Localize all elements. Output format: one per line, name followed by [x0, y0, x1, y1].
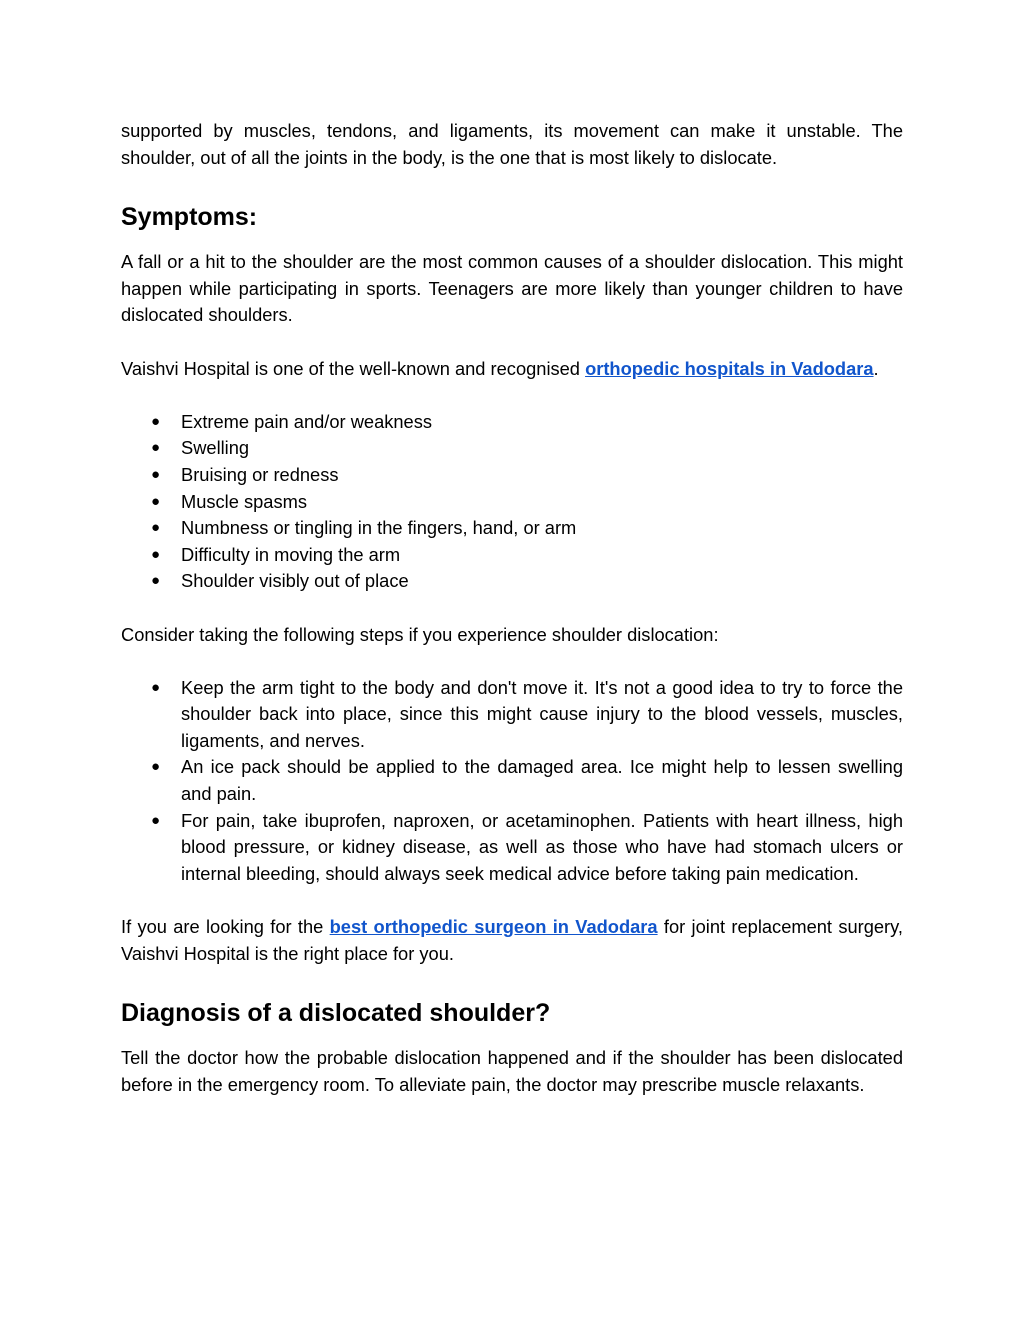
symptoms-list [121, 409, 903, 595]
orthopedic-hospitals-link[interactable]: orthopedic hospitals in Vadodara [585, 357, 874, 379]
list-item: ● Swelling [121, 435, 903, 462]
hospital-text-end: . [873, 357, 879, 379]
bullet-icon: ● [151, 811, 161, 829]
symptoms-paragraph: A fall or a hit to the shoulder are the most common causes of a shoulder dislocation. This might happen while participating in sports. Teenagers are more likely than younger children to have dislocated shoulders. [121, 251, 903, 326]
list-item: ● Difficulty in moving the arm [121, 542, 903, 569]
bullet-icon: ● [151, 678, 161, 696]
bullet-icon: ● [151, 519, 161, 537]
steps-intro-paragraph: Consider taking the following steps if you experience shoulder dislocation: [121, 623, 719, 645]
diagnosis-paragraph: Tell the doctor how the probable dislocation happened and if the shoulder has been dislocated before in the emergency room. To alleviate pain, the doctor may prescribe muscle relaxants. [121, 1047, 903, 1095]
list-item: ● Bruising or redness [121, 462, 903, 489]
bullet-icon: ● [151, 572, 161, 590]
bullet-icon: ● [151, 545, 161, 563]
document-page [121, 118, 903, 1098]
orthopedic-surgeon-link[interactable]: best orthopedic surgeon in Vadodara [329, 916, 658, 938]
symptoms-heading: Symptoms: [121, 203, 258, 232]
intro-paragraph: supported by muscles, tendons, and ligaments, its movement can make it unstable. The shoulder, out of all the joints in the body, is the one that is most likely to dislocate. [121, 120, 903, 168]
diagnosis-heading: Diagnosis of a dislocated shoulder? [121, 999, 551, 1028]
list-item: ● Shoulder visibly out of place [121, 568, 903, 595]
list-item: ● For pain, take ibuprofen, naproxen, or acetaminophen. Patients with heart illness, high blood pressure, or kidney disease, as well as those who have had stomach ulcers or internal bleeding, should always seek medical advice before taking pain medication. [151, 809, 903, 884]
list-item: ● Extreme pain and/or weakness [121, 409, 903, 436]
surgeon-paragraph [121, 914, 903, 967]
surgeon-text-end: for joint replacement surgery, Vaishvi Hospital is the right place for you. [121, 916, 903, 964]
list-item: ● Keep the arm tight to the body and don't move it. It's not a good idea to try to force the shoulder back into place, since this might cause injury to the blood vessels, muscles, ligaments, and nerves. [151, 676, 903, 751]
list-item: ● Numbness or tingling in the fingers, hand, or arm [121, 515, 903, 542]
list-item: ● An ice pack should be applied to the damaged area. Ice might help to lessen swelling and pain. [151, 756, 903, 805]
bullet-icon: ● [151, 439, 161, 457]
hospital-paragraph [121, 356, 903, 383]
list-item: ● Muscle spasms [121, 489, 903, 516]
bullet-icon: ● [151, 412, 161, 430]
steps-list [121, 675, 903, 888]
bullet-icon: ● [151, 758, 161, 776]
surgeon-text: If you are looking for the [121, 916, 330, 938]
hospital-text: Vaishvi Hospital is one of the well-known and recognised [121, 357, 586, 379]
bullet-icon: ● [151, 465, 161, 483]
bullet-icon: ● [151, 492, 161, 510]
